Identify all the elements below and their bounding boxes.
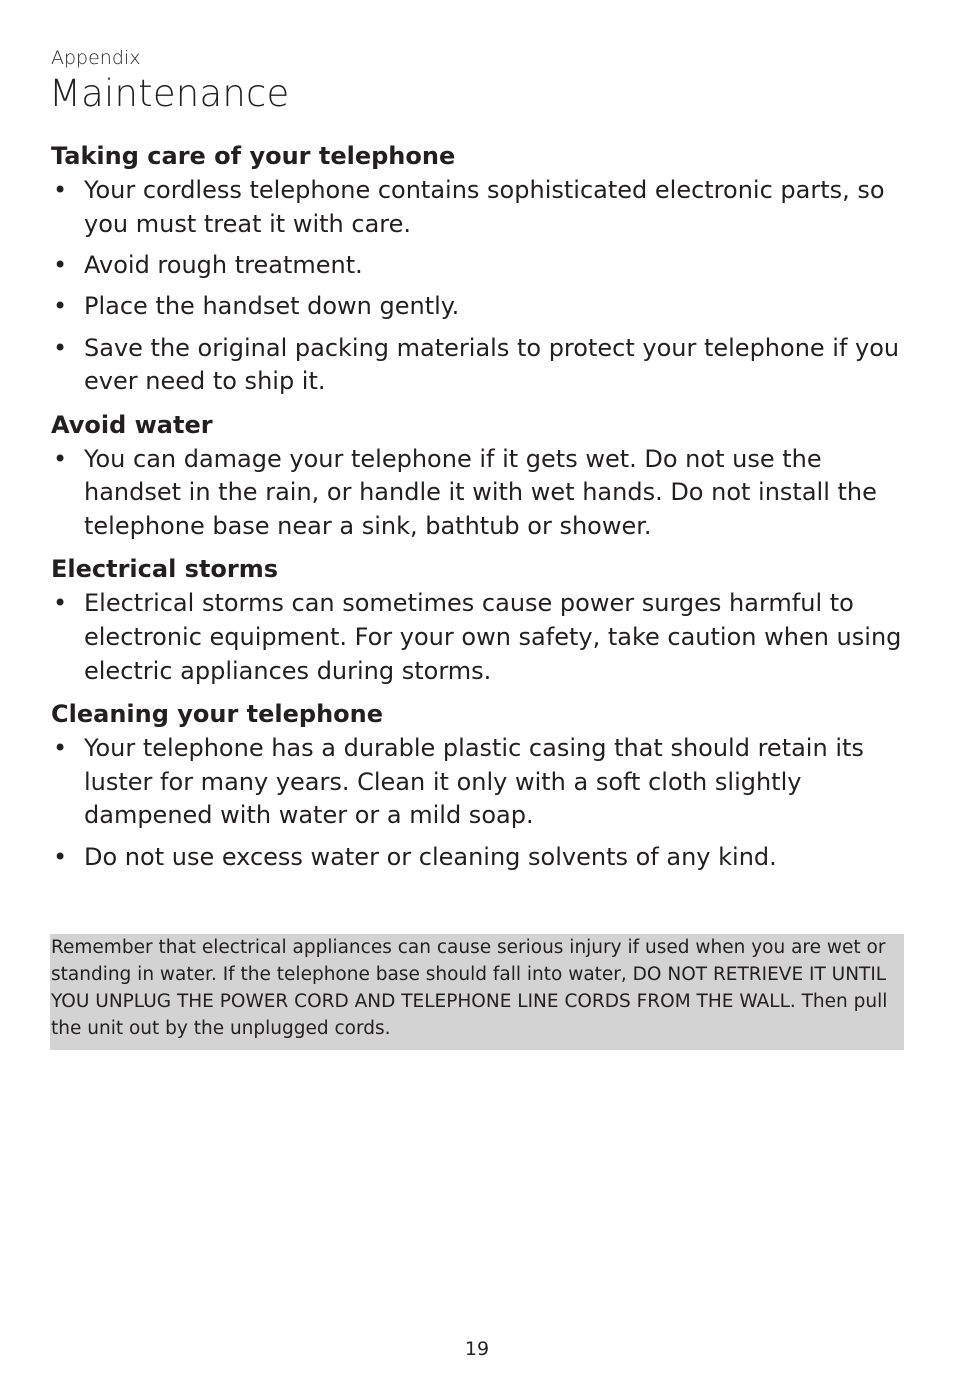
page-number: 19	[464, 1338, 490, 1360]
breadcrumb: Appendix	[51, 47, 141, 69]
list-item	[51, 174, 904, 241]
section-taking-care	[51, 138, 904, 399]
list-item-text: Electrical storms can sometimes cause power surges harmful to electronic equipment. For your own safety, take caution when using electric appliances during storms.	[84, 589, 902, 685]
section-electrical-storms	[51, 551, 904, 688]
list-item	[51, 443, 894, 544]
list-item	[51, 732, 904, 833]
bullet-list	[51, 587, 904, 688]
bullet-icon: •	[53, 251, 68, 279]
bullet-icon: •	[53, 444, 68, 473]
main-content	[51, 138, 904, 882]
list-item-text: You can damage your telephone if it gets wet. Do not use the handset in the rain, or handle it with wet hands. Do not install the telephone base near a sink, bathtub or shower.	[84, 444, 877, 540]
section-heading: Electrical storms	[51, 555, 279, 584]
list-item	[51, 587, 914, 688]
section-avoid-water	[51, 407, 904, 544]
section-heading: Taking care of your telephone	[51, 142, 456, 170]
list-item-text: Avoid rough treatment.	[84, 251, 363, 279]
list-item-text: Do not use excess water or cleaning solvents of any kind.	[84, 842, 777, 871]
warning-note-box	[50, 934, 904, 1050]
bullet-icon: •	[53, 333, 68, 362]
bullet-list	[51, 174, 904, 399]
bullet-icon: •	[53, 589, 68, 618]
list-item	[51, 290, 904, 324]
list-item-text: Save the original packing materials to protect your telephone if you ever need to ship it.	[84, 333, 900, 396]
bullet-icon: •	[53, 842, 68, 871]
list-item-text: Place the handset down gently.	[84, 292, 460, 321]
list-item	[51, 332, 904, 399]
warning-note-text: Remember that electrical appliances can cause serious injury if used when you are wet or standing in water. If the telephone base should fall into water, DO NOT RETRIEVE IT UNTIL YOU UNPLUG THE POWER CORD AND TELEPHONE LINE CORDS FROM THE WALL. Then pull the unit out by the unplugged cords.	[51, 937, 888, 1039]
bullet-icon: •	[53, 734, 68, 762]
list-item-text: Your telephone has a durable plastic casing that should retain its luster for many years. Clean it only with a soft cloth slightly dampened with water or a mild soap.	[84, 734, 864, 830]
section-heading: Cleaning your telephone	[51, 700, 384, 728]
section-heading: Avoid water	[51, 410, 213, 439]
bullet-list	[51, 443, 904, 544]
section-cleaning	[51, 696, 904, 874]
bullet-icon: •	[53, 176, 68, 204]
list-item	[51, 249, 904, 283]
bullet-icon: •	[53, 292, 68, 321]
page-title: Maintenance	[49, 72, 290, 115]
list-item	[51, 841, 904, 875]
list-item-text: Your cordless telephone contains sophisticated electronic parts, so you must treat it with care.	[84, 176, 885, 238]
bullet-list	[51, 732, 904, 874]
